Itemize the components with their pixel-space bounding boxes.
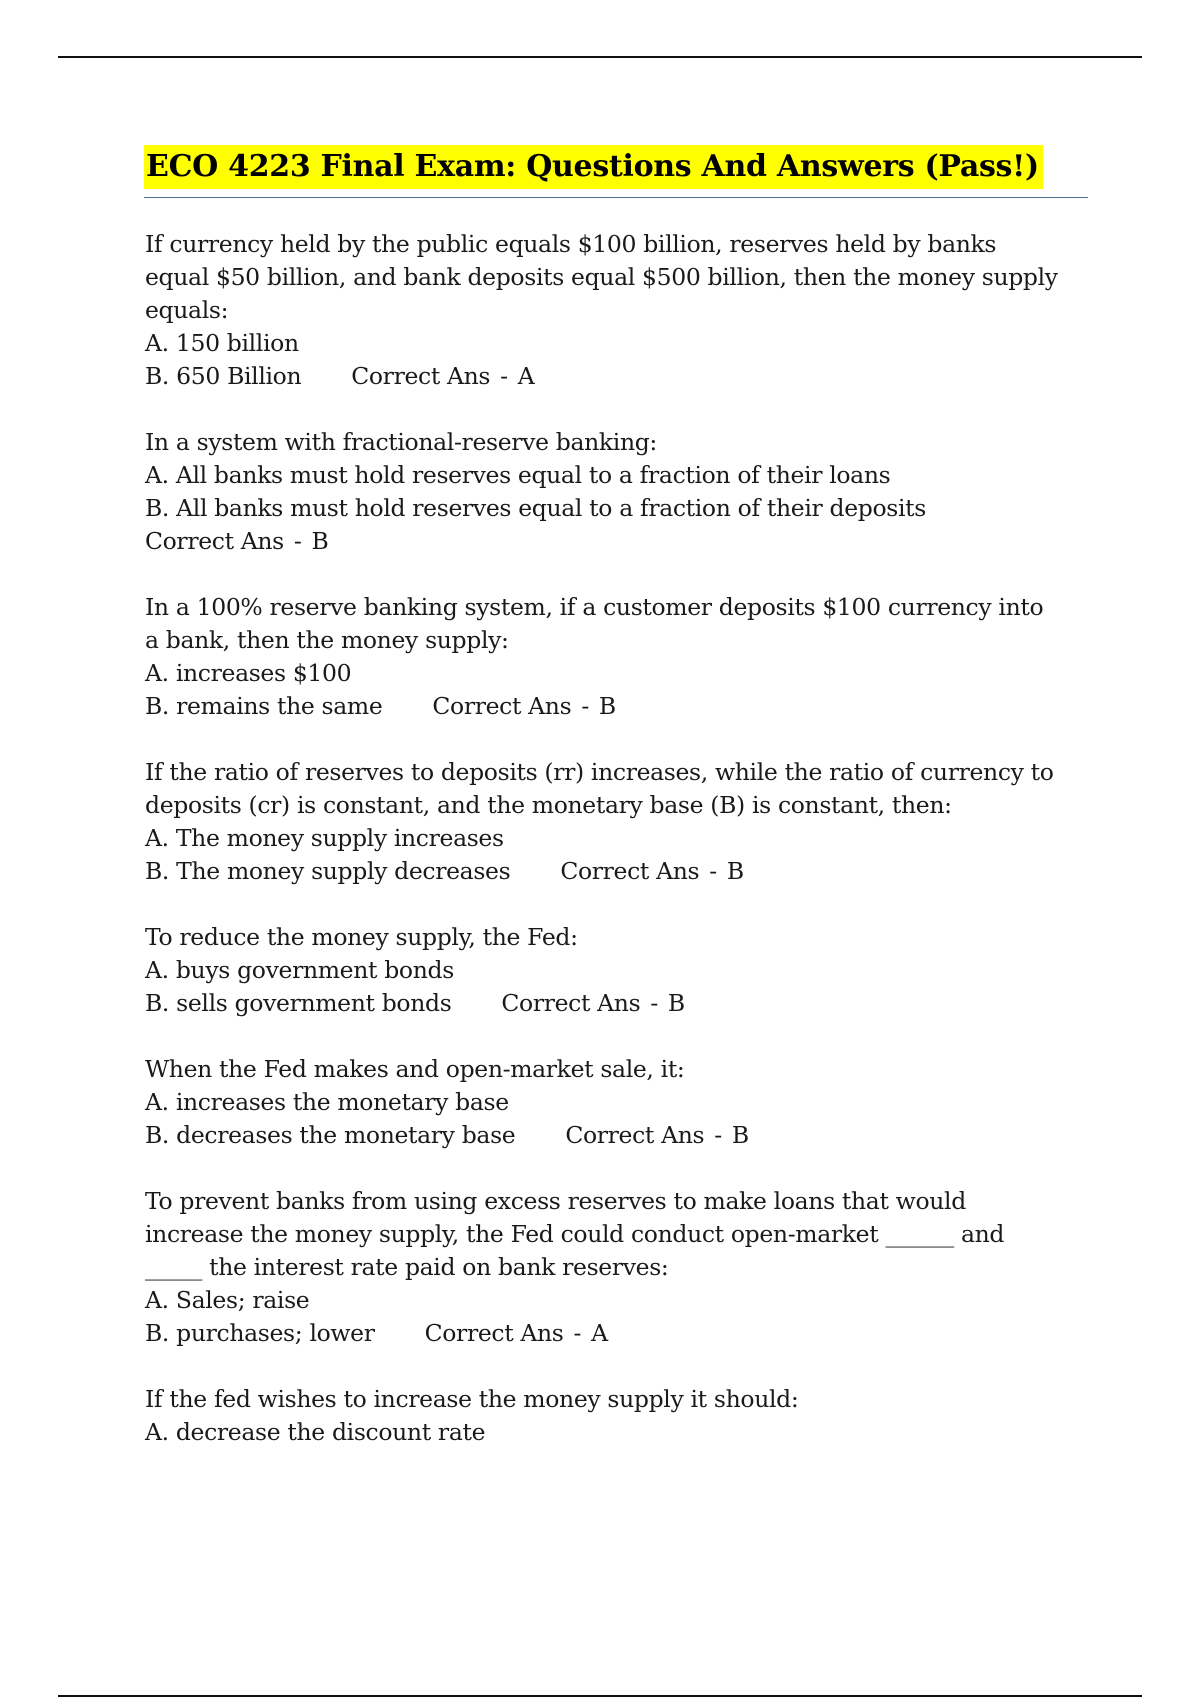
answer-separator: - [293,527,302,555]
option-b-row [145,1317,1095,1350]
qa-item [145,756,1095,888]
answer-separator: - [573,1319,582,1347]
answer-separator: - [500,362,508,390]
question-line: If the ratio of reserves to deposits (rr) increases, while the ratio of currency to [145,758,1054,786]
answer-letter: B [598,692,616,720]
qa-item [145,228,1095,393]
answer-letter: B [667,989,685,1017]
question-line: In a 100% reserve banking system, if a customer deposits $100 currency into [145,593,1044,621]
qa-item [145,1185,1095,1350]
question-line: When the Fed makes and open-market sale, it: [145,1055,685,1083]
document-title: ECO 4223 Final Exam: Questions And Answers (Pass!) [144,145,1043,189]
option-a: A. buys government bonds [145,956,454,984]
answer-label: Correct Ans [351,362,491,390]
option-a: A. The money supply increases [145,824,504,852]
option-b: B. The money supply decreases [145,857,511,885]
footer-rule [58,1695,1142,1697]
answer-label: Correct Ans [145,527,284,555]
answer-label: Correct Ans [560,857,700,885]
qa-list [145,228,1095,1482]
correct-answer [145,525,1095,558]
answer-label: Correct Ans [501,989,641,1017]
qa-item [145,1053,1095,1152]
header-rule [58,56,1142,58]
question-line: To prevent banks from using excess reserves to make loans that would [145,1187,966,1215]
question-line: deposits (cr) is constant, and the monetary base (B) is constant, then: [145,791,952,819]
qa-item [145,426,1095,558]
answer-separator: - [709,857,717,885]
option-b: B. All banks must hold reserves equal to a fraction of their deposits [145,494,926,522]
question-line: If currency held by the public equals $100 billion, reserves held by banks [145,230,997,258]
answer-label: Correct Ans [424,1319,564,1347]
correct-answer [432,690,615,723]
option-b: B. sells government bonds [145,989,452,1017]
answer-letter: A [591,1319,608,1347]
qa-item [145,1383,1095,1449]
option-b: B. purchases; lower [145,1319,375,1347]
correct-answer [560,855,743,888]
option-a: A. increases $100 [145,659,352,687]
title-block [144,145,1088,198]
question-line: equal $50 billion, and bank deposits equal $500 billion, then the money supply [145,263,1058,291]
option-b-row [145,360,1095,393]
question-line: _____ the interest rate paid on bank reserves: [145,1253,669,1281]
option-b-row [145,987,1095,1020]
correct-answer [425,1317,608,1350]
option-b: B. decreases the monetary base [145,1121,516,1149]
question-line: To reduce the money supply, the Fed: [145,923,578,951]
answer-letter: A [517,362,535,390]
qa-item [145,591,1095,723]
option-b-row [145,1119,1095,1152]
option-a: A. increases the monetary base [145,1088,509,1116]
answer-separator: - [650,989,658,1017]
correct-answer [351,360,534,393]
option-a: A. Sales; raise [145,1286,310,1314]
answer-label: Correct Ans [565,1121,705,1149]
option-b-row [145,855,1095,888]
option-b: B. 650 Billion [145,362,302,390]
option-a: A. 150 billion [145,329,299,357]
answer-label: Correct Ans [432,692,572,720]
correct-answer [565,1119,748,1152]
correct-answer [501,987,684,1020]
qa-item [145,921,1095,1020]
answer-separator: - [714,1121,722,1149]
question-line: If the fed wishes to increase the money supply it should: [145,1385,799,1413]
answer-letter: B [731,1121,749,1149]
option-b: B. remains the same [145,692,383,720]
question-line: In a system with fractional-reserve banking: [145,428,657,456]
option-b-row [145,690,1095,723]
answer-letter: B [311,527,329,555]
question-line: a bank, then the money supply: [145,626,509,654]
option-a: A. All banks must hold reserves equal to a fraction of their loans [145,461,891,489]
answer-letter: B [726,857,744,885]
option-a: A. decrease the discount rate [145,1418,486,1446]
question-line: increase the money supply, the Fed could conduct open-market ______ and [145,1220,1005,1248]
answer-separator: - [581,692,589,720]
question-line: equals: [145,296,229,324]
